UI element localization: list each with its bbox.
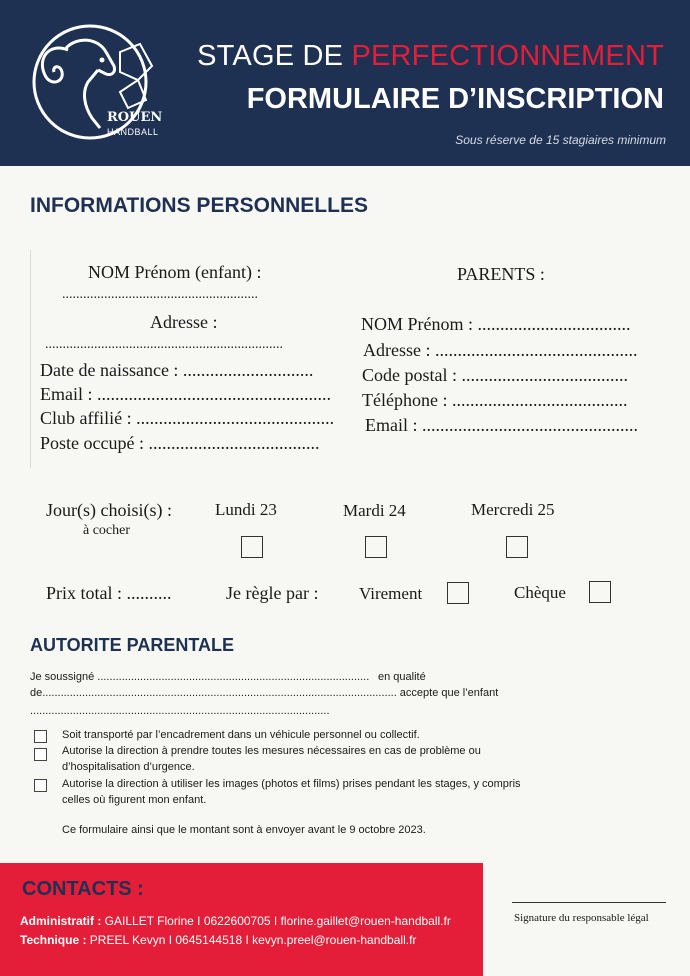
payment-option-cheque: Chèque [514,583,566,602]
title-part-2: PERFECTIONNEMENT [351,40,664,72]
minimum-note: Sous réserve de 15 stagiaires minimum [455,133,666,147]
child-address-label: Adresse : [150,312,218,332]
contacts-title: CONTACTS : [22,878,144,900]
deadline-note: Ce formulaire ainsi que le montant sont à envoyer avant le 9 octobre 2023. [62,824,426,836]
signature-label: Signature du responsable légal [514,912,649,924]
contact-admin [20,914,451,928]
payment-option-transfer: Virement [359,584,423,603]
day-option-tuesday: Mardi 24 [343,501,406,520]
days-hint: à cocher [83,523,131,538]
checkbox-transport[interactable] [34,730,47,743]
child-birthdate-field[interactable]: Date de naissance : ............................. [40,360,314,380]
checkbox-medical[interactable] [34,748,47,761]
page-title [197,40,664,73]
in-quality-label: en qualité [378,671,426,683]
page-subtitle: FORMULAIRE D’INSCRIPTION [246,83,664,115]
child-name-label: NOM Prénom (enfant) : [88,262,262,282]
parent-phone-field[interactable]: Téléphone : ....................................... [362,390,628,410]
parent-name-field[interactable]: NOM Prénom : .................................. [361,314,631,334]
signature-line[interactable] [512,902,666,903]
child-address-field[interactable]: .................................................................... [45,337,283,352]
personal-section-title: INFORMATIONS PERSONNELLES [30,194,368,217]
checkbox-transfer[interactable] [447,582,469,604]
child-position-field[interactable]: Poste occupé : ...................................... [40,433,320,453]
authority-section-title: AUTORITE PARENTALE [30,635,235,655]
consent-medical: Autorise la direction à prendre toutes les mesures nécessaires en cas de problème ou [62,745,481,757]
logo-subname: HANDBALL [107,127,159,137]
contact-tech [20,933,416,947]
consent-medical-cont: d’hospitalisation d’urgence. [62,761,195,773]
day-option-monday: Lundi 23 [215,500,277,519]
consent-images: Autorise la direction à utiliser les images (photos et films) prises pendant les stages, y compris [62,778,521,790]
parent-address-field[interactable]: Adresse : ............................................. [363,340,638,360]
checkbox-images[interactable] [34,779,47,792]
contact-tech-label: Technique : [20,933,87,947]
child-club-field[interactable]: Club affilié : ............................................ [40,408,335,428]
day-option-wednesday: Mercredi 25 [471,500,555,519]
logo-name: ROUEN [107,110,163,125]
title-part-1: STAGE DE [197,40,352,72]
checkbox-monday[interactable] [241,536,263,558]
checkbox-wednesday[interactable] [506,536,528,558]
header-banner [0,0,690,166]
checkbox-tuesday[interactable] [365,536,387,558]
child-name-field[interactable]: ........................................................ [62,287,258,302]
parent-email-field[interactable]: Email : ................................................ [365,415,638,435]
undersigned-field[interactable]: Je soussigné ......................................................................................... [30,671,370,683]
days-label: Jour(s) choisi(s) : [46,500,172,520]
section-divider [30,250,31,468]
contact-admin-label: Administratif : [20,914,102,928]
contact-admin-value: GAILLET Florine I 0622600705 I florine.gaillet@rouen-handball.fr [101,914,451,928]
total-price-field[interactable]: Prix total : .......... [46,583,172,603]
contact-tech-value: PREEL Kevyn I 0645144518 I kevyn.preel@rouen-handball.fr [86,933,417,947]
consent-transport: Soit transporté par l’encadrement dans un véhicule personnel ou collectif. [62,729,420,741]
checkbox-cheque[interactable] [589,581,611,603]
quality-field[interactable]: de.................................................................................................................... accepte que l’enfant [30,687,499,699]
payment-method-label: Je règle par : [226,583,319,603]
child-name-line[interactable]: .................................................................................................. [30,705,330,717]
parent-postal-field[interactable]: Code postal : ..................................... [362,365,628,385]
parents-title: PARENTS : [457,264,545,284]
child-email-field[interactable]: Email : .................................................... [40,384,331,404]
consent-images-cont: celles où figurent mon enfant. [62,794,207,806]
